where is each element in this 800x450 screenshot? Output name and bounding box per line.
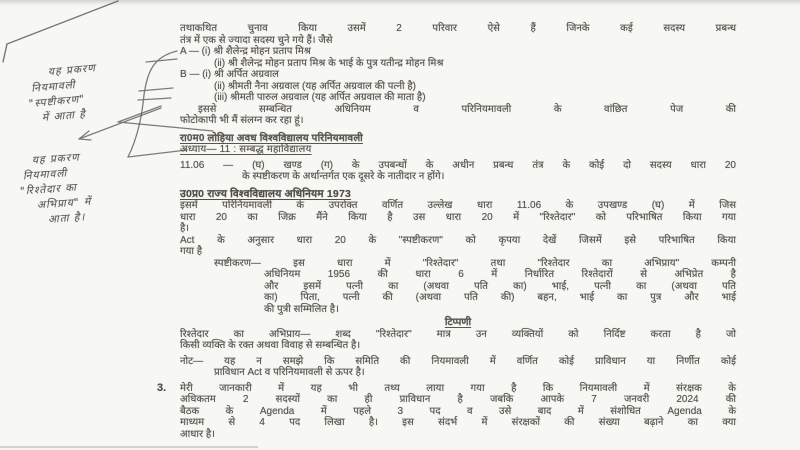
document-line: फोटोकापी भी मैं संलग्न कर रहा हूं। [180, 115, 304, 126]
note-line: नोट— यह न समझे कि समिति की नियमावली में वर्णित कोई प्राविधान या निर्णीत कोई [180, 355, 736, 367]
handwritten-line: "स्पष्टीकरण" [28, 93, 86, 111]
explanation-line: अधिनियम 1956 की धारा 6 में निर्धारित रिश्तेदारों से अभिप्रेत है [264, 269, 736, 280]
intro-paragraph [180, 23, 736, 46]
document-line: इसमें परिनियमावली के उपरोक्त वर्णित उल्लेख धारा 11.06 के उपखण्ड (घ) में जिस [180, 200, 736, 211]
document-line: रिश्तेदार का अभिप्राय— शब्द "रिश्तेदार" मात्र उन व्यक्तियों को निर्दिष्ट करता है जो [180, 328, 736, 340]
note-line: प्राविधान Act व परिनियमावली से ऊपर है। [214, 367, 365, 378]
handwritten-line: यह प्रकरण [47, 62, 97, 79]
list-item: (ii) श्रीमती नैना अग्रवाल (यह अर्पित अग्रवाल की पत्नी है) [214, 80, 417, 92]
explanation-line: और इसमें पत्नी का (अथवा पति का) भाई, पत्नी का (अथवा पति [264, 280, 736, 292]
point3-line: आधार है। [180, 428, 215, 440]
handwritten-line: में आता है [41, 108, 87, 124]
handwritten-line: अभिप्राय" में [36, 195, 92, 212]
document-line: तंत्र में एक से ज्यादा सदस्य चुने गये हैं। जैसे [180, 34, 333, 46]
point3-line: अधिकतम 2 सदस्यों का ही प्राविधान है जबकि आपके 7 जनवरी 2024 की [180, 394, 736, 405]
document-line: Act के अनुसार धारा 20 के "स्पष्टीकरण" को कृपया देखें जिसमें इसे परिभाषित किया [180, 234, 736, 246]
statute1-title: रा0म0 लोहिया अवध विश्वविद्यालय परिनियमावली [180, 132, 363, 144]
point3-number: 3. [157, 381, 167, 394]
explanation-line: की पुत्री सम्मिलित है। [264, 303, 339, 315]
tippani-section [180, 317, 736, 352]
document-line: तथाकथित चुनाव किया उसमें 2 परिवार ऐसे हैं जिनके कई सदस्य प्रबन्ध [180, 23, 736, 34]
list-item: A — (i) श्री शैलेन्द्र मोहन प्रताप मिश्र [180, 46, 311, 57]
statute2-title: उ0प्र0 राज्य विश्वविद्यालय अधिनियम 1973 [180, 187, 352, 200]
scan-bottom-artifact [0, 446, 258, 448]
handwritten-line: नियमावली [30, 78, 77, 95]
document-body [157, 23, 736, 440]
statute1-chapter: अध्याय— 11 : सम्बद्ध महाविद्यालय [180, 144, 312, 155]
point3-section [157, 381, 736, 441]
attachment-paragraph [180, 104, 736, 127]
scan-top-edge [0, 0, 800, 6]
corner-slash-mark [3, 1, 118, 62]
clause-line: के स्पष्टीकरण के अर्थान्तर्गत एक दूसरे के नातीदार न होंगे। [242, 171, 445, 182]
margin-bracket-mark [128, 51, 187, 157]
handwritten-note-top [28, 61, 101, 127]
handwritten-line: नियमावली [22, 167, 68, 183]
handwritten-line: आता है। [47, 211, 86, 226]
list-item: B — (i) श्री अर्पित अग्रवाल [180, 69, 279, 80]
handwritten-line: यह प्रकरण [31, 151, 81, 167]
document-line: धारा 20 का जिक्र मैंने किया है उस धारा 20 में "रिश्तेदार" को परिभाषित किया गया [180, 211, 736, 223]
tippani-heading: टिप्पणी [444, 317, 472, 328]
document-line: इससे सम्बन्धित अधिनियम व परिनियमावली के वांछित पेज की [198, 103, 736, 115]
point3-line: माध्यम से 4 पद लिखा है। इस संदर्भ में संरक्षकों की संख्या बढ़ाने का क्या [180, 417, 736, 428]
explanation-line: स्पष्टीकरण— इस धारा में "रिश्तेदार" तथा "रिश्तेदार का अभिप्राय" कम्पनी [214, 257, 736, 269]
statute1-section [180, 133, 736, 183]
document-line: है। [180, 223, 190, 234]
document-line: किसी व्यक्ति के रक्त अथवा विवाह से सम्बन्धित है। [180, 340, 361, 351]
note-section [180, 356, 736, 379]
point3-line: मेरी जानकारी में यह भी तथ्य लाया गया है कि नियमावली में संरक्षक के [180, 382, 736, 394]
family-member-list [180, 46, 736, 104]
clause-line: 11.06 — (घ) खण्ड (ग) के उपबन्धों के अधीन प्रबन्ध तंत्र के कोई दो सदस्य धारा 20 [180, 159, 736, 171]
handwritten-note-middle [21, 150, 92, 229]
point3-line: बैठक के Agenda में पहले 3 पद व उसे बाद में संशोधित Agenda के [180, 405, 736, 417]
handwritten-line: "रिश्तेदार का [19, 181, 78, 198]
list-item: (ii) श्री शैलेन्द्र मोहन प्रताप मिश्र के भाई के पुत्र यतीन्द्र मोहन मिश्र [214, 57, 444, 69]
statute2-section [180, 189, 736, 316]
list-item: (iii) श्रीमती पारुल अग्रवाल (यह अर्पित अग्रवाल की माता है) [214, 92, 426, 103]
explanation-line: का) पिता, पत्नी की (अथवा पति की) बहन, भाई का पुत्र और भाई [264, 292, 736, 303]
document-line: गया है [180, 246, 203, 257]
